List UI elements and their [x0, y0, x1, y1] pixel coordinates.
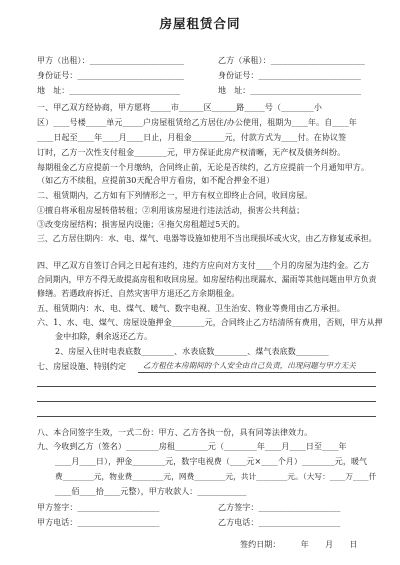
contract-title: 房屋租赁合同 [159, 16, 241, 31]
lessee-phone-field: 乙方电话：____________________ [218, 518, 341, 527]
receipt-line: 费________元，物业费________元，网费________元，共计________元。（大写：____万____仟 [55, 472, 377, 481]
lessee-address-field: 地 址：___________________________ [218, 86, 362, 95]
blank-rule [37, 416, 376, 417]
clause-4-line: 四、甲乙双方自签订合同之日起有违约，违约方应向对方支付____个月的房屋为违约金。乙方 [37, 261, 370, 270]
clause-6-line: 六、1、水、电、煤气、房屋设施押金________元，合同终止乙方结清所有费用，否则，甲方从押 [37, 318, 383, 327]
clause-6-line: 金中扣除，剩余返还乙方。 [55, 332, 153, 341]
clause-3-line: 三、乙方居住期内：水、电、煤气、电器等设施如使用不当出现损坏或火灾，由乙方修复或承担。 [37, 234, 377, 243]
clause-2-line: 二、租赁期内，乙方如有下列情形之一，甲方有权立即终止合同，收回房屋。 [37, 191, 313, 200]
clause-1-note: （如乙方不续租，应提前30天配合甲方看房，如不配合押金不退） [37, 176, 275, 185]
lessor-name-field: 甲方（出租）：_______________________ [37, 56, 184, 65]
clause-1-line: 区）____号楼_____单元_____户房屋租赁给乙方居住/办公使用，租期为____年。自____年 [37, 118, 357, 127]
clause-5-line: 五、租赁期内：水、电、煤气、暖气、数字电视、卫生治安、物业等费用由乙方承担。 [37, 304, 345, 313]
special-agreement-text: 乙方租住本房期间的个人安全由自己负责，出现问题与甲方无关 [143, 361, 356, 370]
blank-rule [37, 386, 376, 387]
clause-6-meter-readings: 2、房屋入住时电表底数________、水表底数________、煤气表底数________ [55, 347, 329, 356]
clause-1-line: 每期租金乙方应提前一个月缴纳，合同终止前，无论是否续约，乙方应提前一个月通知甲方。 [37, 163, 370, 172]
signing-date-field: 签约日期： 年 月 日 [240, 540, 358, 549]
clause-8-line: 八、本合同签字生效，一式二份：甲方、乙方各执一份，具有同等法律效力。 [37, 428, 313, 437]
clause-1-line: 一、甲乙双方经协商，甲方愿将_____市______区______路_____号（________小 [37, 103, 322, 112]
clause-2-line: ①擅自将承租房屋转借转租；②利用该房屋进行违法活动，损害公共利益； [37, 206, 305, 215]
lessee-signature-field: 乙方签字：____________________ [218, 503, 341, 512]
clause-1-line: 订时，乙方一次性支付租金________元，甲方保证此房产权清晰，无产权及债务纠纷。 [37, 148, 346, 157]
lessor-phone-field: 甲方电话：____________________ [37, 518, 160, 527]
lessor-id-field: 身份证号：__________________________ [37, 71, 185, 80]
clause-4-line: 修缮。若遇政府拆迁、自然灾害甲方退还乙方余期租金。 [37, 289, 240, 298]
blank-rule [37, 401, 376, 402]
clause-1-line: ____日起至____年____月____日止，月租金________元，付款方式为____付。在协议签 [37, 133, 347, 142]
clause-4-line: 合同期内，甲方不得无故提高房租和收回房屋。如房屋结构出现漏水、漏雨等其他问题由甲方负责 [37, 275, 377, 284]
clause-7-label: 七、房屋设施、特别约定 [37, 362, 127, 371]
clause-2-line: ③改变房屋结构；损害屋内设施；④拖欠房租超过5天的。 [37, 220, 245, 229]
lessee-name-field: 乙方（承租）：_______________________ [218, 56, 365, 65]
receipt-line: 九、今收到乙方（签名）________房租________元（________年____月____日至____年 [37, 442, 347, 451]
lessor-signature-field: 甲方签字：____________________ [37, 503, 160, 512]
lessee-id-field: 身份证号：_________________________ [218, 71, 361, 80]
receipt-line: ____月____日），押金________元，数字电视费（____元×____个月）________元，暖气 [55, 457, 368, 466]
receipt-line: ____佰____拾____元整），甲方收款人：____________ [55, 487, 247, 496]
special-agreement-rule [138, 372, 376, 373]
lessor-address-field: 地 址：___________________________ [37, 86, 181, 95]
